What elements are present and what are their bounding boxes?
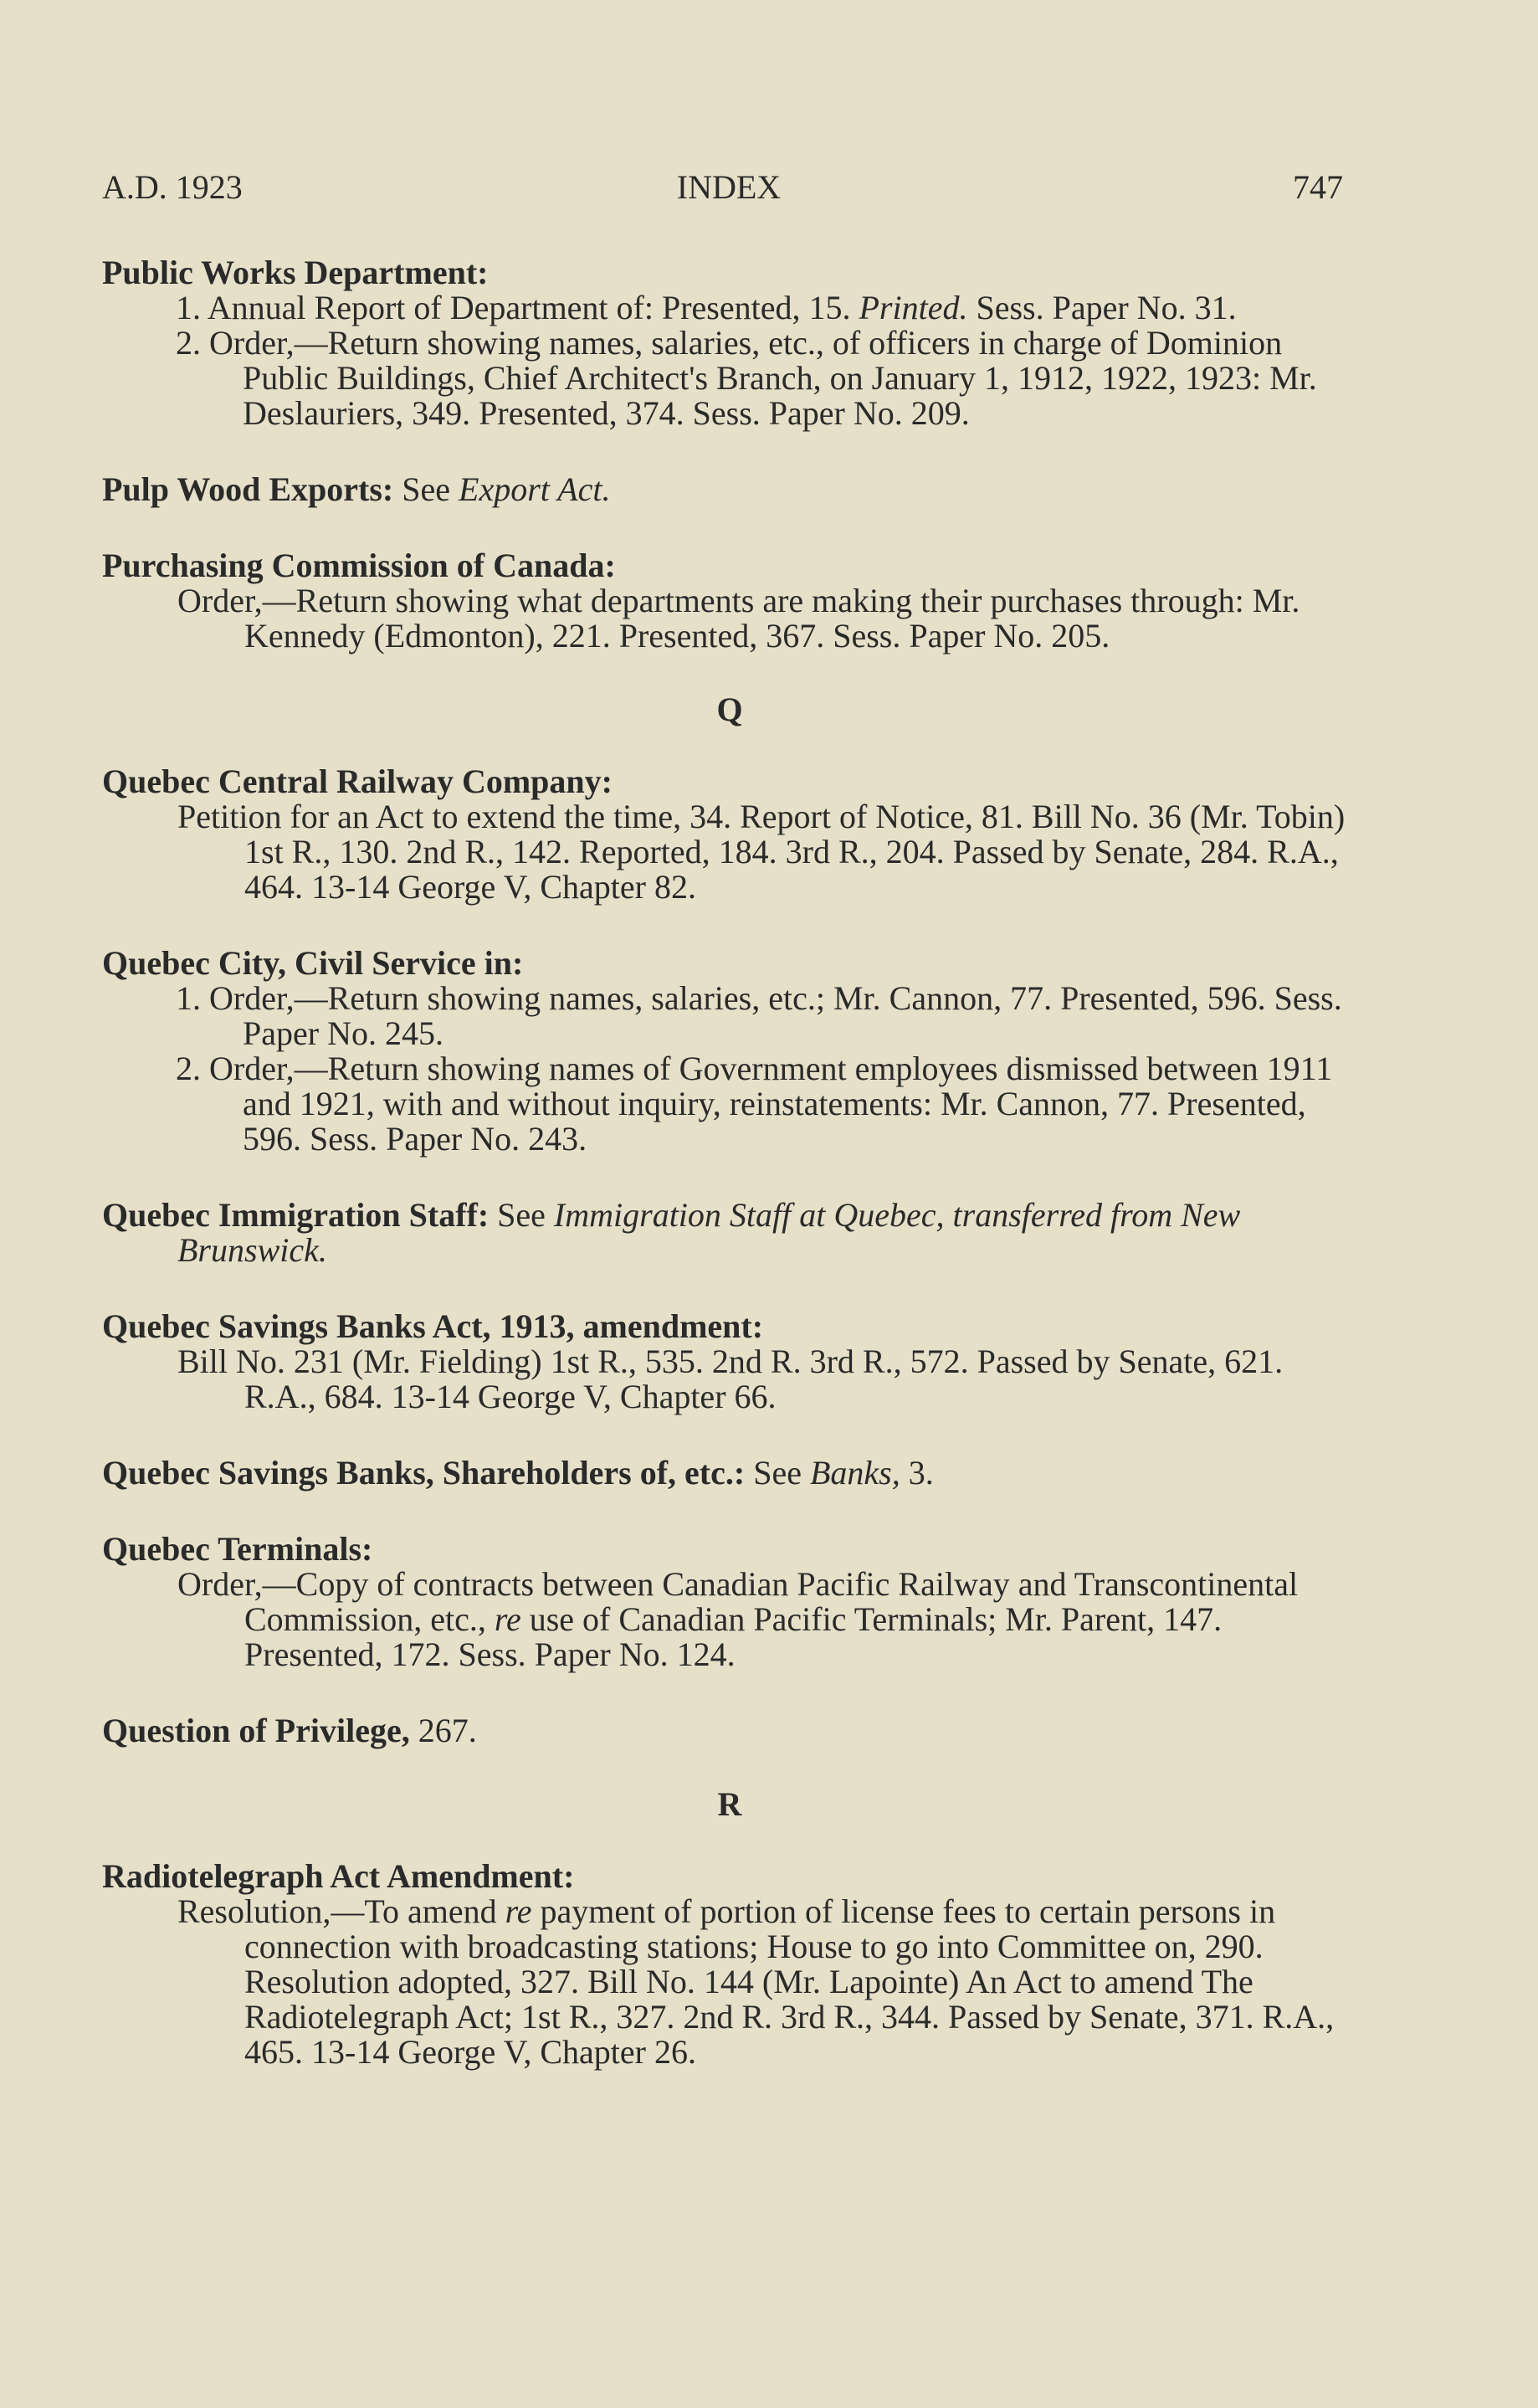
entry-purchasing-commission	[102, 548, 1357, 654]
entry-heading: Question of Privilege,	[102, 1712, 410, 1749]
entry-text: Petition for an Act to extend the time, 34. Report of Notice, 81. Bill No. 36 (Mr. Tobin) 1st R., 130. 2nd R., 142. Reported, 184. 3rd R., 204. Passed by Senate, 284. R.A., 464. 13-14 George V, Chapter 82.	[177, 798, 1346, 906]
entry-quebec-immigration: Quebec Immigration Staff: See Immigration Staff at Quebec, transferred from New Brunswick.	[102, 1196, 1241, 1269]
entry-item: 1. Annual Report of Department of: Presented, 15. Printed. Sess. Paper No. 31.	[176, 289, 1237, 326]
entry-heading: Quebec Immigration Staff:	[102, 1196, 490, 1234]
cross-reference: Export Act.	[459, 470, 611, 508]
entry-text: Order,—Return showing what departments are making their purchases through: Mr. Kennedy (Edmonton), 221. Presented, 367. Sess. Paper No. 205.	[177, 582, 1300, 655]
entry-quebec-terminals	[102, 1532, 1357, 1672]
entry-item: 2. Order,—Return showing names, salaries, etc., of officers in charge of Dominion Public Buildings, Chief Architect's Branch, on January 1, 1912, 1922, 1923: Mr. Deslauriers, 349. Presented, 374. Sess. Paper No. 209.	[176, 324, 1317, 432]
entry-heading: Pulp Wood Exports:	[102, 470, 394, 508]
entry-heading: Quebec Savings Banks, Shareholders of, etc.:	[102, 1454, 746, 1492]
entry-item: 2. Order,—Return showing names of Government employees dismissed between 1911 and 1921, with and without inquiry, reinstatements: Mr. Cannon, 77. Presented, 596. Sess. Paper No. 243.	[176, 1050, 1333, 1158]
entry-question-of-privilege: Question of Privilege, 267.	[102, 1712, 477, 1749]
entry-quebec-savings-shareholders: Quebec Savings Banks, Shareholders of, etc.: See Banks, 3.	[102, 1454, 934, 1492]
entry-item: 1. Order,—Return showing names, salaries, etc.; Mr. Cannon, 77. Presented, 596. Sess. Paper No. 245.	[176, 979, 1342, 1052]
entry-heading: Public Works Department:	[102, 254, 489, 291]
entry-heading: Quebec Terminals:	[102, 1530, 373, 1568]
section-letter-r: R	[717, 1785, 742, 1823]
header-page-number: 747	[1293, 168, 1343, 206]
header-title: INDEX	[676, 168, 782, 206]
index-content	[102, 255, 1357, 2070]
cross-reference: Banks,	[809, 1454, 900, 1492]
cross-reference: Immigration Staff at Quebec, transferred from New Brunswick.	[177, 1196, 1241, 1269]
entry-pulp-wood: Pulp Wood Exports: See Export Act.	[102, 470, 611, 508]
entry-heading: Quebec Savings Banks Act, 1913, amendment:	[102, 1307, 764, 1345]
entry-heading: Purchasing Commission of Canada:	[102, 547, 616, 584]
entry-quebec-city-civil-service	[102, 946, 1357, 1157]
entry-text: Bill No. 231 (Mr. Fielding) 1st R., 535. 2nd R. 3rd R., 572. Passed by Senate, 621. R.A., 684. 13-14 George V, Chapter 66.	[177, 1343, 1284, 1415]
header-year: A.D. 1923	[102, 168, 243, 206]
entry-quebec-central-railway	[102, 764, 1357, 905]
entry-text: Order,—Copy of contracts between Canadian Pacific Railway and Transcontinental Commission, etc., re use of Canadian Pacific Terminals; Mr. Parent, 147. Presented, 172. Sess. Paper No. 124.	[177, 1565, 1299, 1673]
entry-text: Resolution,—To amend re payment of portion of license fees to certain persons in connection with broadcasting stations; House to go into Committee on, 290. Resolution adopted, 327. Bill No. 144 (Mr. Lapointe) An Act to amend The Radiotelegraph Act; 1st R., 327. 2nd R. 3rd R., 344. Passed by Senate, 371. R.A., 465. 13-14 George V, Chapter 26.	[177, 1892, 1335, 2071]
section-letter-q: Q	[716, 691, 743, 728]
entry-public-works	[102, 255, 1357, 431]
entry-radiotelegraph	[102, 1859, 1357, 2070]
entry-heading: Radiotelegraph Act Amendment:	[102, 1857, 575, 1895]
entry-heading: Quebec City, Civil Service in:	[102, 944, 524, 982]
entry-heading: Quebec Central Railway Company:	[102, 762, 613, 800]
entry-quebec-savings-act	[102, 1309, 1357, 1415]
